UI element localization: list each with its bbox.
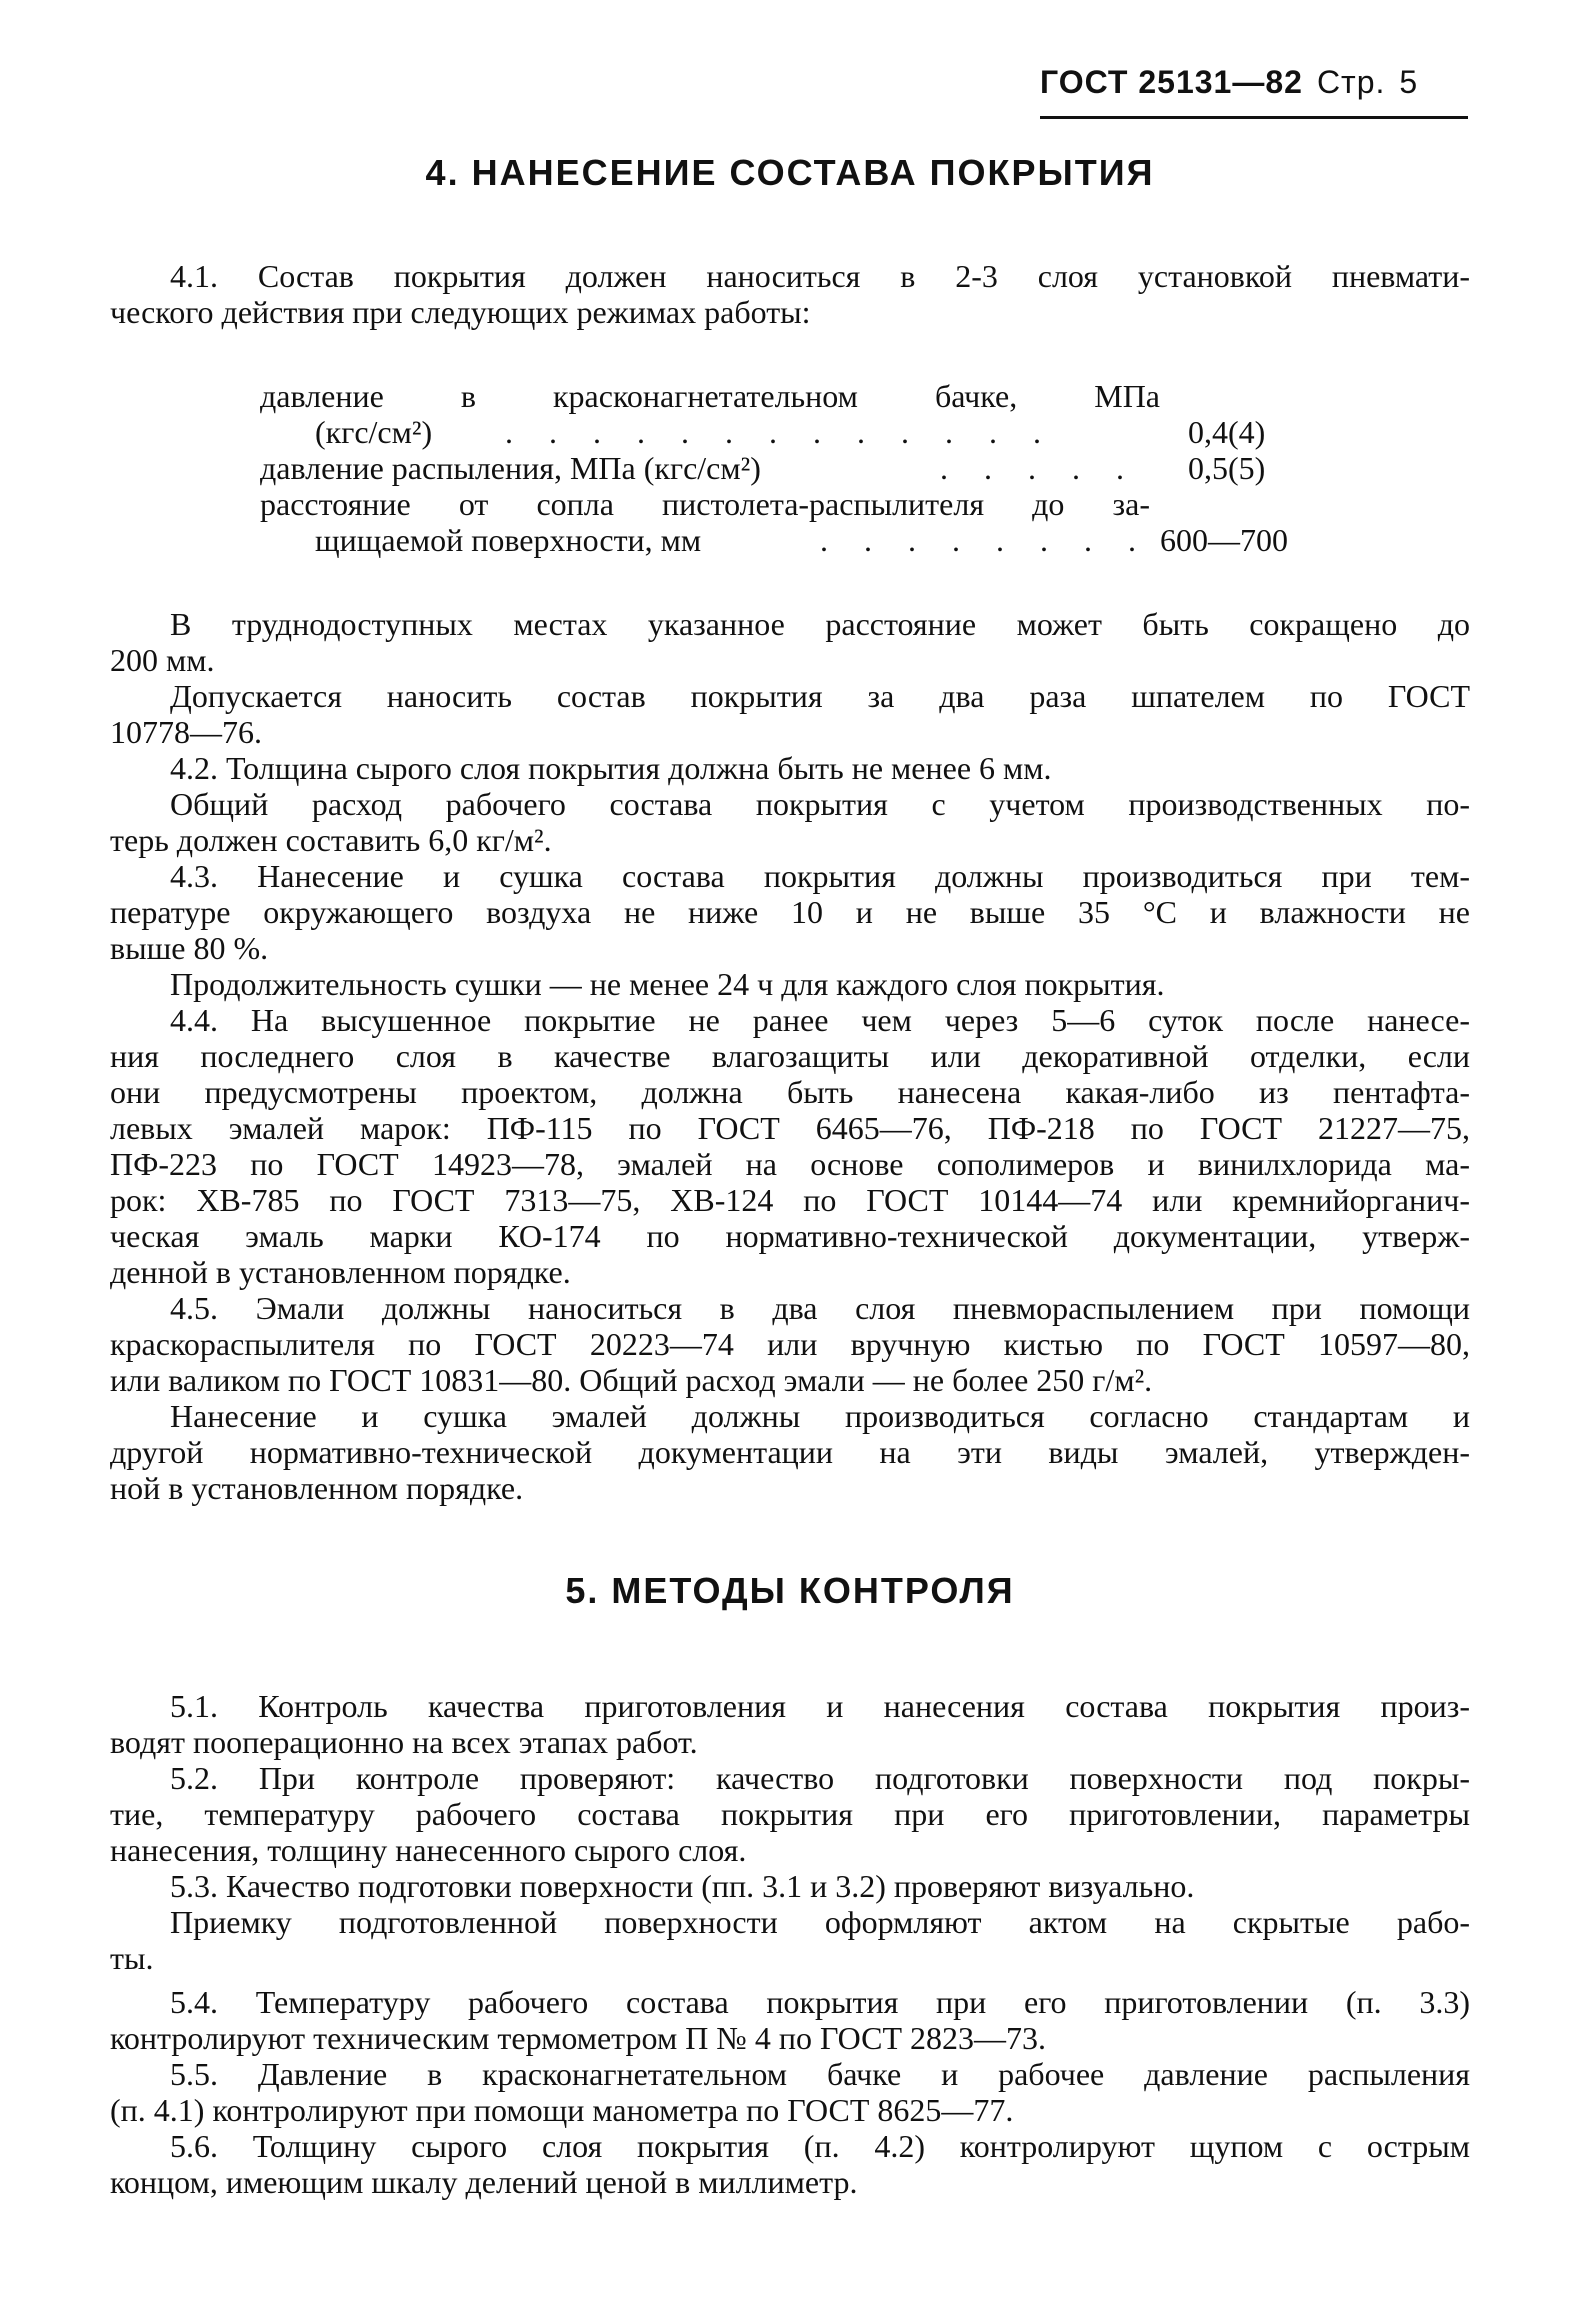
text-line: 5.6. Толщину сырого слоя покрытия (п. 4.2) контролируют щупом с острым [170, 2128, 1470, 2164]
text-line: 5.3. Качество подготовки поверхности (пп. 3.1 и 3.2) проверяют визуально. [170, 1868, 1195, 1904]
param-row-distance [260, 486, 1310, 522]
text-line: краскораспылителя по ГОСТ 20223—74 или вручную кистью по ГОСТ 10597—80, [110, 1326, 1470, 1362]
param-row-tank-pressure-units [260, 414, 1310, 450]
text-line: ты. [110, 1940, 154, 1976]
param-row-tank-pressure [260, 378, 1310, 414]
param-label: расстояние от сопла пистолета-распылителя до за- [260, 486, 1150, 522]
param-label: (кгс/см²) [315, 414, 433, 450]
leader-dots: . . . . . . . . [820, 522, 1150, 558]
standard-designation: ГОСТ 25131—82 [1040, 64, 1303, 100]
text-line: контролируют техническим термометром П № 4 по ГОСТ 2823—73. [110, 2020, 1047, 2056]
text-line: ческая эмаль марки КО-174 по нормативно-технической документации, утверж- [110, 1218, 1470, 1254]
text-line: ПФ-223 по ГОСТ 14923—78, эмалей на основе сополимеров и винилхлорида ма- [110, 1146, 1470, 1182]
page-label: Стр. [1316, 64, 1386, 100]
text-line: ной в установленном порядке. [110, 1470, 524, 1506]
paragraph-spatula [110, 678, 1470, 750]
paragraph-hard-access [110, 606, 1470, 678]
text-line: рок: ХВ-785 по ГОСТ 7313—75, ХВ-124 по ГОСТ 10144—74 или кремнийорганич- [110, 1182, 1470, 1218]
text-line: Нанесение и сушка эмалей должны производиться согласно стандартам и [170, 1398, 1470, 1434]
leader-dots: . . . . . . . . . . . . . [505, 414, 1055, 450]
text-line: другой нормативно-технической документации на эти виды эмалей, утвержден- [110, 1434, 1470, 1470]
section-4-title: 4. НАНЕСЕНИЕ СОСТАВА ПОКРЫТИЯ [425, 152, 1155, 193]
running-header [1040, 64, 1470, 101]
paragraph-consumption [110, 786, 1470, 858]
text-line: ния последнего слоя в качестве влагозащиты или декоративной отделки, если [110, 1038, 1470, 1074]
text-line: 5.5. Давление в красконагнетательном бачке и рабочее давление распыления [170, 2056, 1470, 2092]
page-number: 5 [1399, 64, 1419, 100]
paragraph-5-5 [110, 2056, 1470, 2128]
text-line: концом, имеющим шкалу делений ценой в миллиметр. [110, 2164, 858, 2200]
param-row-distance-cont [260, 522, 1310, 558]
param-value-tank-pressure: 0,4(4) [1188, 414, 1266, 450]
text-line: нанесения, толщину нанесенного сырого слоя. [110, 1832, 747, 1868]
text-line: 4.2. Толщина сырого слоя покрытия должна быть не менее 6 мм. [170, 750, 1052, 786]
paragraph-4-2 [110, 750, 1470, 786]
text-line: тие, температуру рабочего состава покрытия при его приготовлении, параметры [110, 1796, 1470, 1832]
text-line: выше 80 %. [110, 930, 269, 966]
paragraph-enamels [110, 1398, 1470, 1506]
paragraph-5-3 [110, 1868, 1470, 1904]
text-line: Общий расход рабочего состава покрытия с учетом производственных по- [170, 786, 1470, 822]
section-5-title: 5. МЕТОДЫ КОНТРОЛЯ [565, 1570, 1015, 1611]
text-line: ческого действия при следующих режимах работы: [110, 294, 811, 330]
paragraph-4-1 [110, 258, 1470, 330]
text-line: Приемку подготовленной поверхности оформляют актом на скрытые рабо- [170, 1904, 1470, 1940]
paragraph-5-1 [110, 1688, 1470, 1760]
paragraph-5-4 [110, 1984, 1470, 2056]
paragraph-acceptance [110, 1904, 1470, 1976]
param-value-spray-pressure: 0,5(5) [1188, 450, 1266, 486]
text-line: 4.3. Нанесение и сушка состава покрытия должны производиться при тем- [170, 858, 1470, 894]
paragraph-5-2 [110, 1760, 1470, 1868]
paragraph-drying [110, 966, 1470, 1002]
text-line: денной в установленном порядке. [110, 1254, 571, 1290]
text-line: Допускается наносить состав покрытия за два раза шпателем по ГОСТ [170, 678, 1470, 714]
param-label: щищаемой поверхности, мм [315, 522, 702, 558]
param-row-spray-pressure [260, 450, 1310, 486]
text-line: 200 мм. [110, 642, 215, 678]
text-line: водят пооперационно на всех этапах работ. [110, 1724, 698, 1760]
param-value-distance: 600—700 [1160, 522, 1288, 558]
application-parameters [260, 378, 1310, 558]
leader-dots: . . . . . [940, 450, 1138, 486]
text-line: 5.1. Контроль качества приготовления и нанесения состава покрытия произ- [170, 1688, 1470, 1724]
text-line: 4.1. Состав покрытия должен наноситься в 2-3 слоя установкой пневмати- [170, 258, 1470, 294]
text-line: Продолжительность сушки — не менее 24 ч для каждого слоя покрытия. [170, 966, 1165, 1002]
text-line: они предусмотрены проектом, должна быть нанесена какая-либо из пентафта- [110, 1074, 1470, 1110]
paragraph-4-4 [110, 1002, 1470, 1290]
paragraph-4-5 [110, 1290, 1470, 1398]
text-line: 10778—76. [110, 714, 262, 750]
param-label: давление в красконагнетательном бачке, МПа [260, 378, 1160, 414]
paragraph-5-6 [110, 2128, 1470, 2200]
text-line: В труднодоступных местах указанное расстояние может быть сокращено до [170, 606, 1470, 642]
text-line: левых эмалей марок: ПФ-115 по ГОСТ 6465—76, ПФ-218 по ГОСТ 21227—75, [110, 1110, 1470, 1146]
text-line: или валиком по ГОСТ 10831—80. Общий расход эмали — не более 250 г/м². [110, 1362, 1153, 1398]
header-rule [1040, 116, 1468, 119]
text-line: 4.5. Эмали должны наноситься в два слоя пневмораспылением при помощи [170, 1290, 1470, 1326]
text-line: пературе окружающего воздуха не ниже 10 и не выше 35 °С и влажности не [110, 894, 1470, 930]
text-line: терь должен составить 6,0 кг/м². [110, 822, 552, 858]
paragraph-4-3 [110, 858, 1470, 966]
text-line: 4.4. На высушенное покрытие не ранее чем через 5—6 суток после нанесе- [170, 1002, 1470, 1038]
text-line: 5.2. При контроле проверяют: качество подготовки поверхности под покры- [170, 1760, 1470, 1796]
text-line: (п. 4.1) контролируют при помощи манометра по ГОСТ 8625—77. [110, 2092, 1014, 2128]
text-line: 5.4. Температуру рабочего состава покрытия при его приготовлении (п. 3.3) [170, 1984, 1470, 2020]
param-label: давление распыления, МПа (кгс/см²) [260, 450, 761, 486]
